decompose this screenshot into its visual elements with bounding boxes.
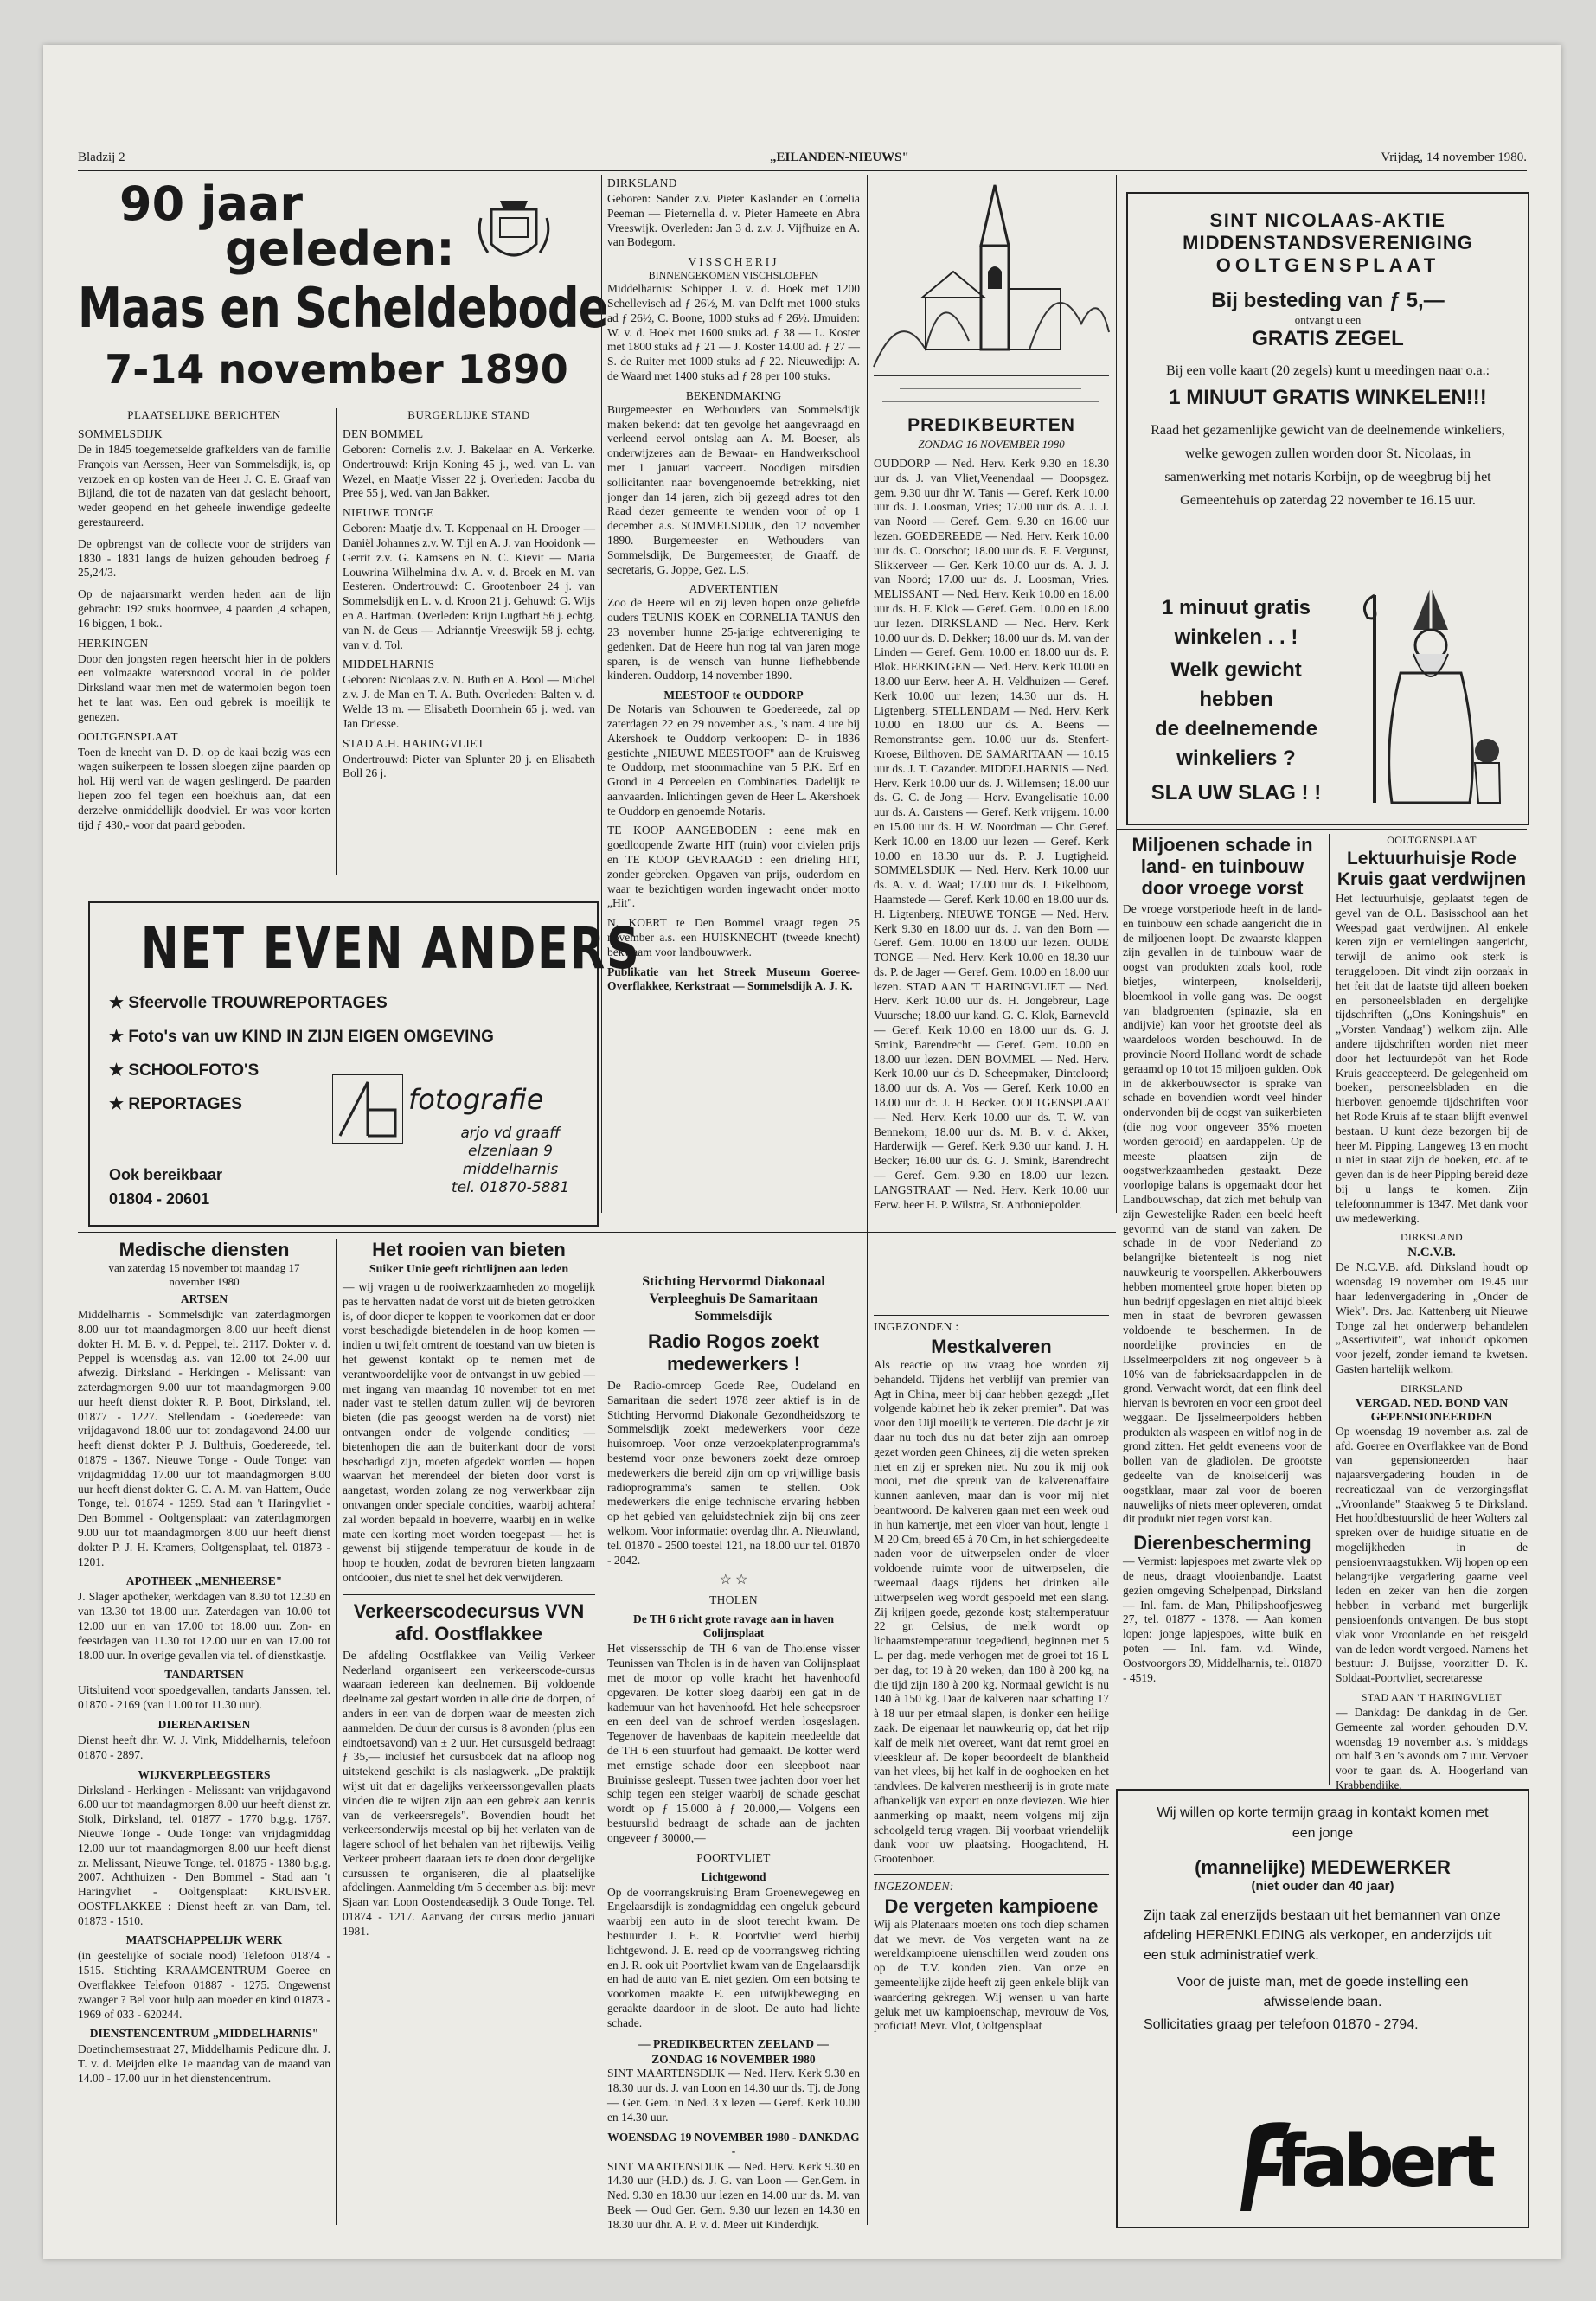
champion-text: Wij als Platenaars moeten ons toch diep schamen dat we mevr. de Vos vergeten want na ze wereldkampioene uienschillen werd zouden ons op de T.V. konden zien. Van onze en gemeentelijke zijde heeft zij geen enkele blijk van waardering gekregen. Wij wensen u van harte geluk met uw kampioenschap, mevrouw de Vos, proficiat! Mevr. Vlot, Ooltgensplaat <box>874 1917 1109 2033</box>
tholen-title: De TH 6 richt grote ravage aan in haven Colijnsplaat <box>633 1612 834 1640</box>
history-col-civil <box>343 408 595 893</box>
civil-registry-item: MIDDELHARNIS Geboren: Nicolaas z.v. N. Buth en A. Bool — Michel z.v. J. de Man en T. A. Buth. Overleden: Balten v. d. Welde 13 m. — Elisabeth Doornhein 65 j. wed. van Jan Driesse. <box>343 657 595 730</box>
beets-subtitle: Suiker Unie geeft richtlijnen aan leden <box>369 1263 569 1276</box>
rogos-text: De Radio-omroep Goede Ree, Oudeland en Samaritaan die sedert 1978 zeer aktief is in de Stichting Hervormd Diakonale Gezondheidszorg te Sommelsdijk zoekt medewerkers voor deze huisomroep. Voor onze verzoekplatenprogramma's bestemd voor onze bewoners zoekt deze omroep medewerkers die bereid zijn om op vrijwillige basis radioprogramma's samen te stellen. Ook medewerkers die enige technische ervaring hebben op het gebied van geluidstechniek zijn bij ons zeer welkom. Voor informatie: overdag dhr. A. Nieuwland, tel. 01870 - 2500 toestel 121, na 18.00 uur tel. 01870 - 2042. <box>607 1379 860 1567</box>
poortvliet-title: Lichtgewond <box>701 1869 766 1883</box>
church-illustration <box>874 176 1109 419</box>
civil-registry-item: NIEUWE TONGE Geboren: Maatje d.v. T. Koppenaal en H. Drooger — Daniël Johannes z.v. W. Tijl en A. J. van Hooidonk — Gerrit z.v. G. Kamsens en N. C. Kievit — Maria Louwrina Wilhelmina d.v. A. v. d. Broek en M. van Eesteren. Ondertrouwd: C. Grootenboer 24 j. van Sommelsdijk en L. v. d. Kroon 21 j. Gehuwd: G. Wijs en A. Hartman. Overleden: Krijn Lugthart 56 j. echtg. van N. de Geus — Adrianntje Vreeswijk 58 j. echtg. van v. d. Tol. <box>343 506 595 651</box>
coat-of-arms-icon <box>474 183 554 270</box>
pension-place: DIRKSLAND <box>1400 1381 1464 1394</box>
medical-title: Medische diensten <box>119 1239 290 1260</box>
column-divider <box>1116 175 1117 1213</box>
stad-text: — Dankdag: De dankdag in de Ger. Gemeente zal worden gehouden D.V. woensdag 19 november a.s. 's middags om half 3 en 's avonds om 7 uur. Vervoer voor te gaan ds. A. Hoogerland van Krabbendijke. <box>1336 1706 1528 1792</box>
studio-logo <box>332 1074 403 1144</box>
civil-registry-item: DEN BOMMEL Geboren: Cornelis z.v. J. Bakelaar en A. Verkerke. Ondertrouwd: Krijn Koning 45 j., wed. van L. van Wezel, en Maatje Visser 22 j. Overleden: Jacoba du Pree 55 j, wed. van Jan Bakker. <box>343 427 595 500</box>
fabert-job-ad <box>1116 1789 1529 2228</box>
service-item: ★ Foto's van uw KIND IN ZIJN EIGEN OMGEVING <box>109 1028 494 1046</box>
page-date: Vrijdag, 14 november 1980. <box>1381 151 1527 164</box>
fabert-position: (mannelijke) MEDEWERKER <box>1195 1856 1451 1878</box>
local-news-head: PLAATSELIJKE BERICHTEN <box>127 408 281 421</box>
rogos-org: Stichting Hervormd Diakonaal Verpleeghuis De Samaritaan Sommelsdijk <box>642 1274 825 1324</box>
tholen-text: Het vissersschip de TH 6 van de Tholense visser Teunissen van Tholen is in de haven van Colijnsplaat met de motor op volle kracht het havenhoofd opgevaren. De kotter sloeg daarbij een gat in de kademuur van het havenhoofd. Het hele scheepsroer en een deel van de schroef werden losgeslagen. Tegenover de havenbaas de kapitein meedeelde dat de TH 6 een stuurfout had gemaakt. De kotter werd met ernstige schade door een sleepboot naar Bruinisse gesleept. Tussen twee jachten door voer het schip tegen een steiger waarbij de schade geschat wordt op ƒ 15.000 à ƒ 20.000,— Volgens een bestuurslid bedraagt de schade aan de jachten ongeveer ƒ 30000,— <box>607 1642 860 1844</box>
history-col-3 <box>607 176 860 1268</box>
sint-receive: ontvangt u een <box>1294 313 1362 326</box>
ncvb-title: N.C.V.B. <box>1407 1246 1456 1260</box>
local-news-item: OOLTGENSPLAAT Toen de knecht van D. D. op de kaai bezig was een wagen suikerpeen te lossen sloegen zijne paarden op hol. Hij werd van de wagen geslingerd. De paarden liepen zoo fel tegen een hoekhuis aan, dat een derzelve onmiddellijk doodviel. Er was voor korten tijd ƒ 430,- voor dat paard geboden. <box>78 729 330 831</box>
fabert-duties: Zijn taak zal enerzijds bestaan uit het bemannen van onze afdeling HERENKLEDING als verkoper, en anderzijds uit een stuk administratief werk. <box>1144 1908 1501 1963</box>
zeeland-date-1: ZONDAG 16 NOVEMBER 1980 <box>651 2053 816 2067</box>
poortvliet-place: POORTVLIET <box>696 1850 771 1864</box>
frost-text: De vroege vorstperiode heeft in de land- en tuinbouw een schade aangericht die in de miljoenen loopt. De zwaarste klappen zijn gevallen in de tuinbouw waar de oogst van produkten zoals kool, rode bietjes, winterpeen, knolselderij, bloemkool in volle gang was. De oogst van bladgroenten (spinazie, sla en andijvie) kan voor het grootste deel als waardeloos worden beschouwd. In de provincie Noord Holland wordt de schade geraamd op 10 tot 15 miljoen gulden. Ook in de akkerbouwsector is sprake van schade en bovendien wordt veel hinder ondervonden bij de oogst van suikerbieten (die nog voor ongeveer 35% moeten worden gerooid) en aardappelen. Op de meeste plaatsen zijn de oogstwerkzaamheden gestaakt. Deze voorlopige balans is opgemaakt door het Landbouwschap, dat zich met behulp van zijn Gewestelijke Raden een beeld heeft gevormd van de stand van zaken. De schade in de voor Nederland zo belangrijke bietenteelt is nog niet nauwkeurig te voorspellen. Akkerbouwers hebben momenteel grote hopen bieten op hun bedrijf opgeslagen en niet altijd bleek men in staat de bevroren gewassen voldoende te beschermen. In de noordelijke provincies en de IJsselmeerpolders zit nog ongeveer 5 à 10% van de fabrieksaardappelen in de grond. Verwacht wordt, dat een flink deel hiervan is bevroren en voor een groot deel weggaan. De Ijsselmeerpolders hebben produkten als waspeen en witlof nog in de grond zitten. Het geldt eveneens voor de bollen van de gladiolen. De grootste gedeelte van de knolselderij was oogstklaar, maar zal voor de boeren nauwelijks of niets meer opleveren, omdat dit produkt niet tegen vorst kan. <box>1123 902 1322 1526</box>
history-title-1: 90 jaar <box>119 176 303 231</box>
poortvliet-text: Op de voorrangskruising Bram Groenewegeweg en Engelaarsdijk is zondagmiddag een ongeluk gebeurd waarbij een auto in de sloot terecht kwam. De bestuurder J. E. R. Poortvliet werd hierbij lichtgewond. J. E. reed op de voorrangsweg richting en J. R. ook uit Poortvliet kwam van de Engelaarsdijk en had de auto van E. niet gezien. Om een botsing te voorkomen maakte E. een uitwijkbeweging en geraakte daardoor in de sloot. De auto had lichte schade. <box>607 1885 860 2029</box>
letters-column <box>874 1320 1109 2225</box>
newspaper-page <box>43 45 1561 2259</box>
animal-protection-title: Dierenbescherming <box>1133 1532 1311 1554</box>
local-notices-column <box>1336 834 1528 1792</box>
studio-word: fotografie <box>408 1083 544 1116</box>
sint-town: OOLTGENSPLAAT <box>1215 254 1440 276</box>
local-news-item: HERKINGEN Door den jongsten regen heerscht hier in de polders een volmaakte watersnood vooral in de polder Dirksland waar men met de watermolen begon toen het te laat was. Een oud gebrek is moeilijk te genezen. <box>78 636 330 723</box>
medical-subtitle: van zaterdag 15 november tot maandag 17 november 1980 <box>108 1261 300 1288</box>
for-sale-text: TE KOOP AANGEBODEN : eene mak en goedloopende Zwarte HIT (ruin) voor civielen prijs en TE KOOP GEVRAAGD : een drieling HIT, zonder gebreken. Opgaven van prijs, ouderdom en waar te bezichtigen worden ingewacht onder motto „Hit". <box>607 824 860 910</box>
fishery-subtitle: BINNENGEKOMEN VISCHSLOEPEN <box>648 269 819 282</box>
sint-slogans: 1 minuut gratis winkelen . . ! Welk gewicht hebben de deelnemende winkeliers ? SLA UW SLAG ! ! <box>1151 596 1322 804</box>
sint-weight-contest: Raad het gezamenlijke gewicht van de deelnemende winkeliers, welke gewogen zullen worden door St. Nicolaas, in samenwerking met notaris Korbijn, op de weegbrug bij het Gemeentehuis op zaterdag 22 november te 16.15 uur. <box>1151 423 1505 508</box>
pension-text: Op woensdag 19 november a.s. zal de afd. Goeree en Overflakkee van de Bond van gepensioneerden haar najaarsvergadering houden in de recreatiezaal van de verzorgingsflat „Vroonlande" Staakweg 5 te Dirksland. Het hoofdbestuurslid de heer Wolters zal spreken over de huidige situatie en de mogelijkheden in de pensioenvraagstukken. Wij hopen op een belangrijke vergadering gaarne veel leden en zeker van hen die zorgen hebben in verband met burgerlijk pensioenfonds ontvangen. De bus stopt vlak voor Vroonlande en het reisgeld van de leden wordt vergoed. Namens het bestuur: J. Buijsse, voorzitter D. K. Soldaat-Poortvliet, secretaresse <box>1336 1424 1528 1685</box>
medical-item: DIENSTENCENTRUM „MIDDELHARNIS" Doetinchemsestraat 27, Middelharnis Pedicure dhr. J. T. v. d. Meijden elke 1e maandag van de maand van 14.00 - 17.00 uur in het dienstencentrum. <box>78 2027 330 2086</box>
history-paper-name: Maas en Scheldebode <box>78 277 608 341</box>
ncvb-place: DIRKSLAND <box>1400 1231 1464 1244</box>
frost-damage-article <box>1123 834 1322 1785</box>
history-masthead <box>78 176 608 401</box>
zeeland-sermons-title: — PREDIKBEURTEN ZEELAND — <box>638 2037 829 2051</box>
column-divider <box>867 175 868 2225</box>
museum-credit: Publikatie van het Streek Museum Goeree-Overflakkee, Kerkstraat — Sommelsdijk A. J. K. <box>607 965 860 993</box>
lektuur-place: OOLTGENSPLAAT <box>1387 834 1477 846</box>
sermon-title: PREDIKBEURTEN <box>907 415 1075 435</box>
adverts-title: ADVERTENTIEN <box>689 582 779 596</box>
champion-title: De vergeten kampioene <box>884 1894 1099 1917</box>
service-item: ★ REPORTAGES <box>109 1095 242 1113</box>
service-item: ★ Sfeervolle TROUWREPORTAGES <box>109 994 388 1012</box>
studio-address: arjo vd graaff elzenlaan 9 middelharnis tel. 01870-5881 <box>451 1125 570 1196</box>
column-divider <box>1329 834 1330 1785</box>
civil-registry-head: BURGERLIJKE STAND <box>407 408 530 421</box>
history-title-2: geleden: <box>225 221 455 276</box>
ad-reach: Ook bereikbaar 01804 - 20601 <box>109 1166 223 1208</box>
meestoof-text: De Notaris van Schouwen te Goedereede, zal op zaterdagen 22 en 29 november a.s., 's nam. 4 ure bij Akershoek te Ouddorp verkoopen: D- in 1836 gestichte „NIEUWE MEESTOOF" aan de Kruisweg te Ouddorp, met stoommachine van 5 P.K. Erf en Grond in 4 Perceelen en Combinaties. Dadelijk te aanvaarden. Inlichtingen geven de Heer L. Akershoek te Ouddorp en genoemde Notaris. <box>607 702 860 817</box>
zeeland-date-2: WOENSDAG 19 NOVEMBER 1980 - DANKDAG - <box>607 2130 860 2157</box>
animal-protection-text: — Vermist: lapjespoes met zwarte vlek op de neus, draagt vlooienbandje. Laatst gezien omgeving Schelpenpad, Dirksland — Inl. fam. de Man, Philipshoofjesweg 27, tel. 01877 - 1378. — Aan komen lopen: jonge lapjespoes, witte buik en poten — Inl. fam. v.d. Winde, Oostvoorgors 39, Middelharnis, tel. 01870 - 4519. <box>1123 1554 1322 1684</box>
medical-item: TANDARTSEN Uitsluitend voor spoedgevallen, tandarts Janssen, tel. 01870 - 2169 (van 11.00 tot 11.30 uur). <box>78 1668 330 1712</box>
sint-nicolaas-ad <box>1126 192 1529 825</box>
lektuur-title: Lektuurhuisje Rode Kruis gaat verdwijnen <box>1336 849 1527 889</box>
fishery-text: Middelharnis: Schipper J. v. d. Hoek met 1200 Schellevisch ad ƒ 26½, M. van Delft met 1000 stuks ad ƒ 26½, C. Boone, 1000 stuks ad ƒ 26½. IJmuiden: W. v. d. Hoek met 1600 stuks ad. ƒ 38 — L. Koster met 1800 stuks ad ƒ 21 — J. Koster 14.00 ad. ƒ 27 — S. de Ruiter met 1000 stuks ad ƒ 22. Nieuwedijp: A. de Waard met 1400 stuks ad ƒ 28 per 100 stuks. <box>607 282 860 382</box>
frost-title: Miljoenen schade in land- en tuinbouw door vroege vorst <box>1131 834 1313 899</box>
sint-full-card: Bij een volle kaart (20 zegels) kunt u meedingen naar o.a.: <box>1165 363 1490 378</box>
church-icon <box>874 176 1109 419</box>
lektuur-text: Het lectuurhuisje, geplaatst tegen de gevel van de O.L. Basisschool aan het Weespad gaat verdwijnen. Al enkele keren zijn er vernielingen aangericht, terwijl de animo ook sterk is teruggelopen. Dit vindt zijn oorzaak in het feit dat de laatste tijd alleen boeken en personeelsbladen en dergelijke tijdschriften („Ons Koningshuis" en „Vorsten Vandaag") welkom zijn. Alle andere tijdschriften worden niet meer door het lectuurdepôt van het Rode Kruis geaccepteerd. De gelegenheid om boeken, personeelsbladen en die hierboven genoemde tijdschriften voor het Rode Kruis af te staan blijft evenwel bestaan. U kunt deze bezorgen bij de heer M. Pipping, Langeweg 13 en mocht u niet in staat zijn de boeken, etc. af te geven dan is de heer Pipping bereid deze bij u langs te komen. Zijn telefoonnummer is 1347. Met dank voor uw medewerking. <box>1336 892 1528 1225</box>
letter-label: INGEZONDEN : <box>874 1320 959 1333</box>
ad-headline: NET EVEN ANDERS <box>140 915 641 982</box>
medical-item: APOTHEEK „MENHEERSE" J. Slager apotheker, werkdagen van 8.30 tot 12.30 en van 13.30 tot 18.00 uur. Zaterdagen van 10.00 tot 12.00 uur en van 17.00 tot 18.00 uur. Zon- en feestdagen van 11.30 tot 12.00 uur en van 17.00 tot 18.00 uur. In overige gevallen via tel. of dienstkastje. <box>78 1574 330 1662</box>
fabert-intro: Wij willen op korte termijn graag in kontakt komen met een jonge <box>1157 1805 1489 1841</box>
sint-title: SINT NICOLAAS-AKTIE <box>1209 209 1446 231</box>
sint-spend: Bij besteding van ƒ 5,— <box>1211 289 1445 312</box>
middle-column <box>343 1239 595 2225</box>
fabert-logo <box>1230 2118 1507 2213</box>
history-dates: 7-14 november 1890 <box>105 346 568 393</box>
notice-text: Burgemeester en Wethouders van Sommelsdijk maken bekend: dat ten gevolge het aangevraagd en verleend eervol ontslag aan A. M. Boeser, als onderwijzeres aan de Bewaar- en Handwerkschool met 1 januari vacceert. Noodigen mitsdien sollicitanten naar bovengenoemde betrekking, niet jonger dan 14 jaren, zich bij gezegd adres tot den Raad dezer gemeente te wenden voor of op 1 december a.s. SOMMELSDIJK, den 12 november 1890. Burgemeester en Wethouders van Sommelsdijk, De Burgemeester, de Graaff. de secretaris, G. Joppe, Gez. L.S. <box>607 402 860 576</box>
adverts-text: Zoo de Heere wil en zij leven hopen onze geliefde ouders TEUNIS KOEK en CORNELIA TANUS den 23 november hunne 25-jarige echtvereniging te gedenken. Dat de Heere hun nog tal van jaren moge sparen, is de wensch van hunne liefhebbende kinderen. Ouddorp, 14 november 1890. <box>607 596 860 683</box>
local-news-item: Op de najaarsmarkt werden heden aan de lijn gebracht: 192 stuks hoornvee, 4 paarden ,4 schapen, 16 biggen, 1 bok.. <box>78 587 330 630</box>
local-news-item: SOMMELSDIJK De in 1845 toegemetselde grafkelders van de familie François van Aerssen, Heer van Sommelsdijk, is, op verzoek en op kosten van de Heer J. C. E. Graaf van Bijland, die tot de nazaten van dat geslacht behoort, weder geopend en het geheele inwendige gedeelte gerestaureerd. <box>78 427 330 529</box>
pension-title: VERGAD. NED. BOND VAN GEPENSIONEERDEN <box>1355 1396 1509 1424</box>
fabert-contact: Sollicitaties graag per telefoon 01870 - 2794. <box>1144 2017 1419 2032</box>
medical-item: WIJKVERPLEEGSTERS Dirksland - Herkingen - Melissant: van vrijdagavond 6.00 uur tot maandagmorgen 8.00 uur heeft dienst zr. Stolk, Dirksland, tel. 01877 - 1770 b.g.g. 1767. Nieuwe Tonge - Oude Tonge: van vrijdagmiddag 12.00 uur tot maandagmorgen 8.00 uur heeft dienst zr. Melissant, Nieuwe Tonge, tel. 01875 - 1380 b.g.g. 2007. Achthuizen - Den Bommel - Stad aan 't Haringvliet - Ooltgensplaat: KRUISVER. OOSTFLAKKEE : Dienst heeft zr. van Dam, tel. 01873 - 1510. <box>78 1767 330 1927</box>
fabert-wordmark: fabert <box>1275 2121 1490 2203</box>
rogos-title: Radio Rogos zoekt medewerkers ! <box>647 1330 819 1375</box>
sint-grand-prize: 1 MINUUT GRATIS WINKELEN!!! <box>1169 386 1487 409</box>
sermon-schedule <box>874 415 1109 1211</box>
zeeland-sermons-1: SINT MAARTENSDIJK — Ned. Herv. Kerk 9.30 en 18.30 uur ds. J. van Loon en 14.30 uur ds. Tj. de Jong — Ger. Gem. in Ned. 3 x lezen — Geref. Kerk 10.00 en 14.30 uur. <box>607 2067 860 2124</box>
page-number: Bladzij 2 <box>78 151 125 164</box>
ncvb-text: De N.C.V.B. afd. Dirksland houdt op woensdag 19 november om 19.45 uur haar ledenvergadering in „Onder de Wiek". Drs. Jac. Kattenberg uit Nieuwe Tonge zal het onderwerp behandelen „Assertiviteit", wat inhoudt opkomen voor jezelf, zonder iemand te kwetsen. Gasten hartelijk welkom. <box>1336 1260 1528 1375</box>
koert-text: N. KOERT te Den Bommel vraagt tegen 25 november a.s. een HUISKNECHT (tweede knecht) bekwaam voor landbouwwerk. <box>607 916 860 958</box>
medical-item: DIERENARTSEN Dienst heeft dhr. W. J. Vink, Middelharnis, telefoon 01870 - 2897. <box>78 1717 330 1761</box>
local-news-list <box>78 427 330 832</box>
calves-text: Als reactie op uw vraag hoe worden zij behandeld. Tijdens het verblijf van premier van Agt in China, meer bij daar hebben gezegd: „Het volgende kabinet heb ik zeker premier". Dat was voor den Uijl moeilijk te verteren. Die dacht je zit daar nu toch dus nu dat beter zijn aan omroep gezet worden geen Chinees, zij die weten spreken niet en zij er spreken niet. Nu zou ik mij ook mooi, met die spreuk van de kalverenaffaire kunnen aanleven, maar dan is voor mij niet beantwoord. De kalveren gaan met een week oud in hun kamertje, met een vloer van hout, lengte 1 M 20 Cm, breed 65 à 70 Cm, in het schiergedeelte naden voor de uitwerpselen onder de vloer voldoende ruimte voor de uitwerpselen, die tweemaal daags tijdens het drinken alle uitwerpselen weg wordt gespoeld met een slang. Zij krijgen goede, gezonde kost; staltemperatuur 22 gr. Celsius, de melk wordt op lichaamstemperatuur toegediend, beginnen met 5 L. per dag. mede verhogen met de groei tot 16 L per dag, tot 19 à 20 weken, dan 180 à 200 kg, na die tijd zijn 180 à 200 kg. Normaal gewicht is nu 140 à 150 kg. Daar de kalveren naar schatting 17 à 18 uur per etmaal slapen, is donker een heilige zaak. De eigenaar let nauwkeurig op, dat het rijp kalf de melk niet overeet, want dat remt groei en vleeskleur af. De koper beoordeelt de blankheid van het vlees, bij het kalf in de ooghoeken en het tandvlees. De kalveren mestheerij is in grote mate afhankelijk van export en onze deviezen. Wie hier aanmerking op maakt, neem volgens mij zijn schoolgeld terug vragen. Bij voorbaat vriendelijk dank voor uw plaatsing. Hoogachtend, H. Grootenboer. <box>874 1358 1109 1866</box>
sermon-date: ZONDAG 16 NOVEMBER 1980 <box>918 438 1065 451</box>
third-column <box>607 1273 860 2231</box>
section-rule <box>78 1232 1116 1233</box>
paper-name: „EILANDEN-NIEUWS" <box>770 151 909 164</box>
fishery-title: VISSCHERIJ <box>688 255 779 269</box>
fabert-age: (niet ouder dan 40 jaar) <box>1251 1879 1394 1894</box>
sint-association: MIDDENSTANDSVERENIGING <box>1183 232 1473 253</box>
medical-item: MAATSCHAPPELIJK WERK (in geestelijke of sociale nood) Telefoon 01874 - 1515. Stichting KRAAMCENTRUM Goeree en Overflakkee Telefoon 01887 - 1275. Ongewenst zwanger ? Bel voor hulp aan moeder en kind 01873 - 1969 of 033 - 620244. <box>78 1933 330 2021</box>
traffic-course-text: De afdeling Oostflakkee van Veilig Verkeer Nederland organiseert een verkeerscode-cursus waaraan iedereen kan deelnemen. Bij voldoende deelname zal gestart worden in alle drie de dorpen, of anders in een van de dorpen waar de meesten zich aanmelden. De duur der cursus is 8 avonden (plus een eindtoetsavond) van ± 2 uur. Het cursusgeld bedraagt ƒ 35,— inclusief het cursusboek dat na afloop nog uitstekend geschikt is als naslagwerk. „De praktijk wijst uit dat er dagelijks verkeerssongevallen plaats vinden die te wijten zijn aan een gebrek aan kennis van de verkeersregels". Bovendien houdt het verkeersonderwijs meestal op bij het verlaten van de lagere school of het behalen van het rijbewijs. Veilig Verkeer probeert daaraan iets te doen door dergelijke cursussen te organiseren, die al plaatselijke afdelingen. Aanmelding t/m 5 december a.s. bij: mevr Sjaan van Loon Oostendeasedijk 3 Oude Tonge. Tel. 01874 - 1217. Aanvang der cursus medio januari 1981. <box>343 1648 595 1938</box>
running-header <box>78 147 1527 171</box>
local-news-item: De opbrengst van de collecte voor de strijders van 1830 - 1831 langs de huizen gehouden bedroeg ƒ 25,24/3. <box>78 536 330 580</box>
civil-registry-item: DIRKSLAND Geboren: Sander z.v. Pieter Kaslander en Cornelia Peeman — Pieternella d. v. Pieter Hameete en Abra Vreeswijk. Overleden: Jan 3 d. z.v. J. Vijfhuize en A. van Bodegom. <box>607 176 860 249</box>
sint-free-stamp: GRATIS ZEGEL <box>1252 327 1404 350</box>
history-col-local <box>78 408 330 893</box>
stad-place: STAD AAN 'T HARINGVLIET <box>1361 1691 1503 1704</box>
column-divider <box>601 175 602 1213</box>
beets-title: Het rooien van bieten <box>372 1239 566 1260</box>
studio-logo-icon <box>333 1075 402 1143</box>
beets-text: — wij vragen u de rooiwerkzaamheden zo mogelijk pas te hervatten nadat de vorst uit de bieten getrokken is, of door dieper te koppen te voorkomen dat er door vorst beschadigde bietendelen in de hoop komen — indien u twijfelt omtrent de toestand van uw bieten is het gewenst kontakt op te nemen met de verantwoordelijke voor de ontvangst in uw gebied — met ingang van maandag 10 november tot en met nader vast te stellen datum zullen wij de bevroren bieten (die pas geoogst werden na de vorst) niet ontvangen onder de volgende condities; — bietenhopen die aan de buitenkant door de vorst beschadigd zijn, moeten afgedekt worden — hopen waarvan het merendeel der bieten door vorst is aangetast, worden zolang ze nog verwerkbaar zijn ontvangen onder speciale condities, waarbij achteraf zal worden bepaald in hoeverre, waarbij en in welke mate een korting moet worden toegepast — het is gewenst bij stijgende temperatuur de koude in de hoop te houden, zodat de bevroren bieten langzaam ontdooien, dus niet te snel het dek verwijderen. <box>343 1280 595 1584</box>
column-divider <box>336 1239 337 2225</box>
tholen-place: THOLEN <box>709 1593 758 1607</box>
sermon-text: OUDDORP — Ned. Herv. Kerk 9.30 en 18.30 uur ds. J. van Vliet,Veenendaal — Doopsgez. gem. 9.30 uur dhr W. Tanis — Geref. Kerk 10.00 uur ds. J. Loosman, Vries; 17.00 uur ds. A. J. J. van Noord — Geref. Gem. 9.30 en 16.00 uur lezen. GOEDEREEDE — Ned. Herv. Kerk 10.00 uur ds. C. Oorschot; 18.00 uur ds. E. F. Vergunst, Slikkerveer — Ger. Kerk 10.00 uur ds. A. J. J. van Noord; 17.00 uur ds. J. Loosman, Vries. MELISSANT — Ned. Herv. Kerk 10.00 en 18.00 uur ds. H. F. Klok — Geref. Gem. 10.00 en 18.00 uur lezen. DIRKSLAND — Ned. Herv. Kerk 10.00 uur ds. D. Dekker; 18.00 uur ds. M. van der Linden — Geref. Gem. 10.00 en 18.00 uur ds. P. Blok. HERKINGEN — Ned. Herv. Kerk 10.00 en 18.00 uur Eerw. heer A. H. Veldhuizen — Geref. Kerk 10.00 uur lezen; 14.30 uur ds. H. Ligtenberg. STELLENDAM — Ned. Herv. Kerk 10.00 en 18.00 uur ds. A. Beens — Remonstrantse gem. 10.00 uur ds. Stenfert-Kroese, Bilthoven. DE SAMARITAAN — 10.15 uur ds. J. T. Cazander. MIDDELHARNIS — Ned. Herv. Kerk 10.00 uur ds. J. Willemsen; 18.00 uur ds. G. C. de Jong — Herv. Evangelisatie 10.00 uur ds. A. Carstens — Geref. Kerk vrijgem. 10.00 en 15.00 uur ds. H. W. Noordman — Chr. Geref. Kerk 10.00 en 18.00 uur lezen — Geref. Kerk 10.00 en 18.30 uur ds. P. J. Lugtigheid. SOMMELSDIJK — Ned. Herv. Kerk 10.00 uur ds. A. v. d. Waal; 17.00 uur ds. J. Eikelboom, Haamstede — Geref. Kerk 10.00 en 18.00 uur ds. H. Ligtenberg. NIEUWE TONGE — Ned. Herv. Kerk 9.30 en 18.00 uur ds. J. van den Born — Geref. Gem. 10.00 en 18.00 uur lezen. OUDE TONGE — Ned. Herv. Kerk 10.00 en 18.30 uur ds. P. de Jager — Geref. Gem. 10.00 en 18.00 uur lezen. STAD AAN 'T HARINGVLIET — Ned. Herv. Kerk 10.00 uur ds. H. Jongebreur, Lage Vuursche; 18.00 uur kand. G. C. Klok, Barneveld — Geref. Kerk 10.00 en 18.00 uur ds. G. J. Smink, Barendrecht — Geref. Gem. 10.00 en 18.00 uur lezen. DEN BOMMEL — Ned. Herv. Kerk 10.00 uur ds D. Scheepmaker, Dinteloord; 18.00 uur ds. A. Vos — Geref. Kerk 10.00 en 18.00 uur dr. J. H. Becker. OOLTGENSPLAAT — Ned. Herv. Kerk 10.00 uur ds. T. W. van Bennekom; 18.00 uur ds. M. B. v. d. Akker, Harderwijk — Geref. Kerk 9.30 uur kand. J. H. Becker; 16.00 uur ds. G. J. Smink, Barendrecht — Geref. Gem. 9.30 en 18.00 uur lezen. LANGSTRAAT — Ned. Herv. Kerk 10.00 uur Eerw. heer H. P. Wilstra, St. Anthoniepolder. <box>874 457 1109 1211</box>
saint-nicholas-icon <box>1349 578 1513 811</box>
zeeland-sermons-2: SINT MAARTENSDIJK — Ned. Herv. Kerk 9.30 en 14.30 uur (H.D.) ds. J. G. van Loon — Ger.Gem. in Ned. 9.30 en 18.30 uur lezen en 14.00 uur ds. M. van Beek — Oud Ger. Gem. 9.30 uur lezen en 14.30 en 18.30 uur dhr. A. P. v. d. Meer uit Kinderdijk. <box>607 2159 860 2231</box>
civil-registry-item: STAD A.H. HARINGVLIET Ondertrouwd: Pieter van Splunter 20 j. en Elisabeth Boll 26 j. <box>343 736 595 780</box>
letter-label: INGEZONDEN: <box>874 1879 954 1893</box>
fabert-offer: Voor de juiste man, met de goede instelling een afwisselende baan. <box>1176 1975 1469 2009</box>
medical-services <box>78 1239 330 2225</box>
separator-stars: ☆ ☆ <box>719 1573 748 1588</box>
column-divider <box>336 408 337 875</box>
photography-ad <box>88 901 641 1227</box>
service-item: ★ SCHOOLFOTO'S <box>109 1061 260 1080</box>
notice-title: BEKENDMAKING <box>685 388 782 402</box>
calves-title: Mestkalveren <box>931 1336 1052 1357</box>
meestoof-title: MEESTOOF te OUDDORP <box>663 689 804 702</box>
traffic-course-title: Verkeerscodecursus VVN afd. Oostflakkee <box>353 1599 585 1644</box>
medical-item: ARTSEN Middelharnis - Sommelsdijk: van zaterdagmorgen 8.00 uur tot maandagmorgen 8.00 uur heeft dienst dokter H. M. B. v. d. Peppel, tel. 2117. Dokter v. d. Peppel is woensdag a.s. van 12.00 tot 24.00 uur afwezig. Dirksland - Herkingen - Melissant: van zaterdagmorgen 9.00 uur tot maandagmorgen 9.00 uur heeft dienst dokter R. P. Boot, Dirksland, tel. 01877 - 1227. Stellendam - Goedereede: van vrijdagavond 18.00 uur tot zondagavond 24.00 uur heeft dienst dokter P. J. Bulthuis, Goedereede, tel. 01879 - 1367. Nieuwe Tonge - Oude Tonge: van vrijdagmiddag 17.00 uur tot maandagmorgen 8.00 uur heeft dienst dokter G. C. A. M. van Hattem, Oude Tonge, tel. 01874 - 1259. Stad aan 't Haringvliet - Den Bommel - Ooltgensplaat: van zaterdagmorgen 9.00 uur tot maandagmorgen 8.00 uur heeft dienst dokter P. J. H. Kramers, Ooltgensplaat, tel. 01873 - 1201. <box>78 1292 330 1568</box>
